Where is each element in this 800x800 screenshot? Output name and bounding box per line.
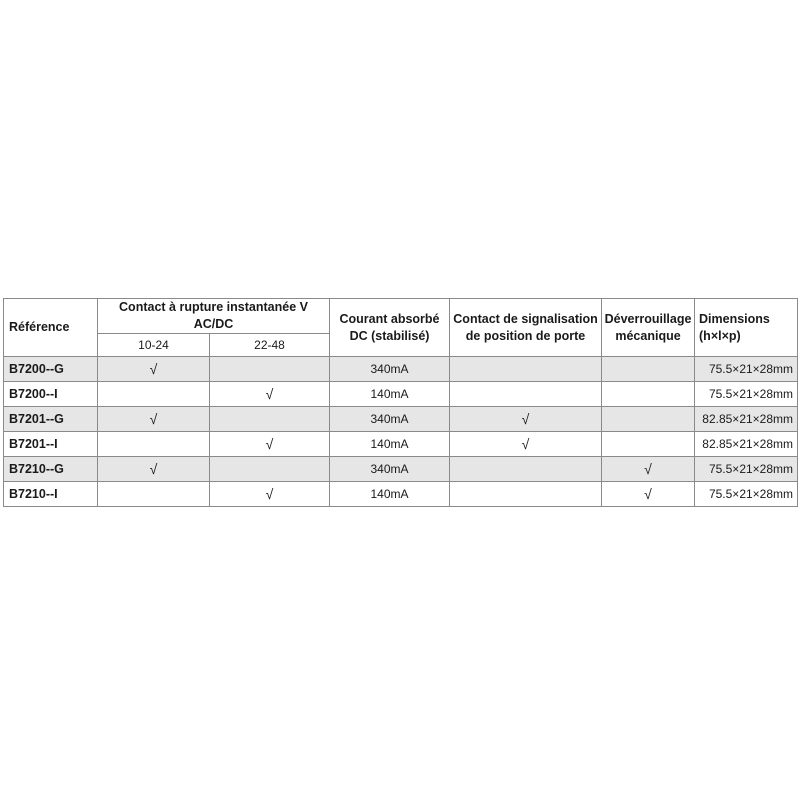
cell-unlock: [602, 432, 695, 457]
cell-dimensions: 75.5×21×28mm: [695, 357, 798, 382]
cell-unlock: [602, 482, 695, 507]
cell-contact-10-24: [98, 432, 210, 457]
table-row: [4, 432, 798, 457]
cell-contact-10-24: [98, 357, 210, 382]
table-row: [4, 482, 798, 507]
cell-reference: B7201--I: [4, 432, 98, 457]
check-mark-icon: √: [644, 461, 652, 477]
cell-current: 340mA: [330, 357, 450, 382]
check-mark-icon: √: [521, 411, 530, 427]
cell-dimensions: 82.85×21×28mm: [695, 432, 798, 457]
table-row: [4, 407, 798, 432]
header-dimensions: Dimensions (h×l×p): [695, 299, 798, 357]
cell-unlock: [602, 357, 695, 382]
cell-contact-10-24: [98, 457, 210, 482]
cell-reference: B7200--G: [4, 357, 98, 382]
header-signal: Contact de signalisation de position de porte: [450, 299, 602, 357]
cell-signal: [450, 407, 602, 432]
cell-contact-22-48: [210, 432, 330, 457]
cell-contact-22-48: [210, 407, 330, 432]
check-mark-icon: √: [149, 411, 158, 427]
cell-signal: [450, 357, 602, 382]
cell-contact-10-24: [98, 382, 210, 407]
cell-contact-22-48: [210, 357, 330, 382]
cell-signal: [450, 482, 602, 507]
header-reference: Référence: [4, 299, 98, 357]
cell-unlock: [602, 407, 695, 432]
spec-table: [3, 298, 798, 507]
cell-dimensions: 75.5×21×28mm: [695, 482, 798, 507]
cell-reference: B7200--I: [4, 382, 98, 407]
header-contact-22-48: 22-48: [210, 334, 330, 357]
cell-signal: [450, 382, 602, 407]
cell-signal: [450, 457, 602, 482]
cell-current: 140mA: [330, 382, 450, 407]
header-contact-group: Contact à rupture instantanée V AC/DC: [98, 299, 330, 334]
check-mark-icon: √: [149, 461, 158, 477]
cell-reference: B7210--G: [4, 457, 98, 482]
cell-contact-10-24: [98, 482, 210, 507]
cell-contact-22-48: [210, 382, 330, 407]
cell-contact-22-48: [210, 457, 330, 482]
table-header: [4, 299, 798, 357]
table-row: [4, 382, 798, 407]
cell-contact-22-48: [210, 482, 330, 507]
cell-unlock: [602, 382, 695, 407]
check-mark-icon: √: [644, 486, 652, 502]
table-row: [4, 457, 798, 482]
spec-table-container: [3, 298, 797, 507]
cell-current: 340mA: [330, 457, 450, 482]
cell-dimensions: 75.5×21×28mm: [695, 457, 798, 482]
cell-current: 340mA: [330, 407, 450, 432]
check-mark-icon: √: [265, 386, 274, 402]
cell-reference: B7210--I: [4, 482, 98, 507]
check-mark-icon: √: [265, 486, 274, 502]
table-row: [4, 357, 798, 382]
header-unlock: Déverrouillage mécanique: [602, 299, 695, 357]
cell-reference: B7201--G: [4, 407, 98, 432]
cell-contact-10-24: [98, 407, 210, 432]
cell-dimensions: 75.5×21×28mm: [695, 382, 798, 407]
check-mark-icon: √: [149, 361, 158, 377]
header-contact-10-24: 10-24: [98, 334, 210, 357]
cell-signal: [450, 432, 602, 457]
check-mark-icon: √: [265, 436, 274, 452]
cell-current: 140mA: [330, 482, 450, 507]
header-current: Courant absorbé DC (stabilisé): [330, 299, 450, 357]
cell-current: 140mA: [330, 432, 450, 457]
cell-dimensions: 82.85×21×28mm: [695, 407, 798, 432]
check-mark-icon: √: [521, 436, 530, 452]
cell-unlock: [602, 457, 695, 482]
table-body: [4, 357, 798, 507]
